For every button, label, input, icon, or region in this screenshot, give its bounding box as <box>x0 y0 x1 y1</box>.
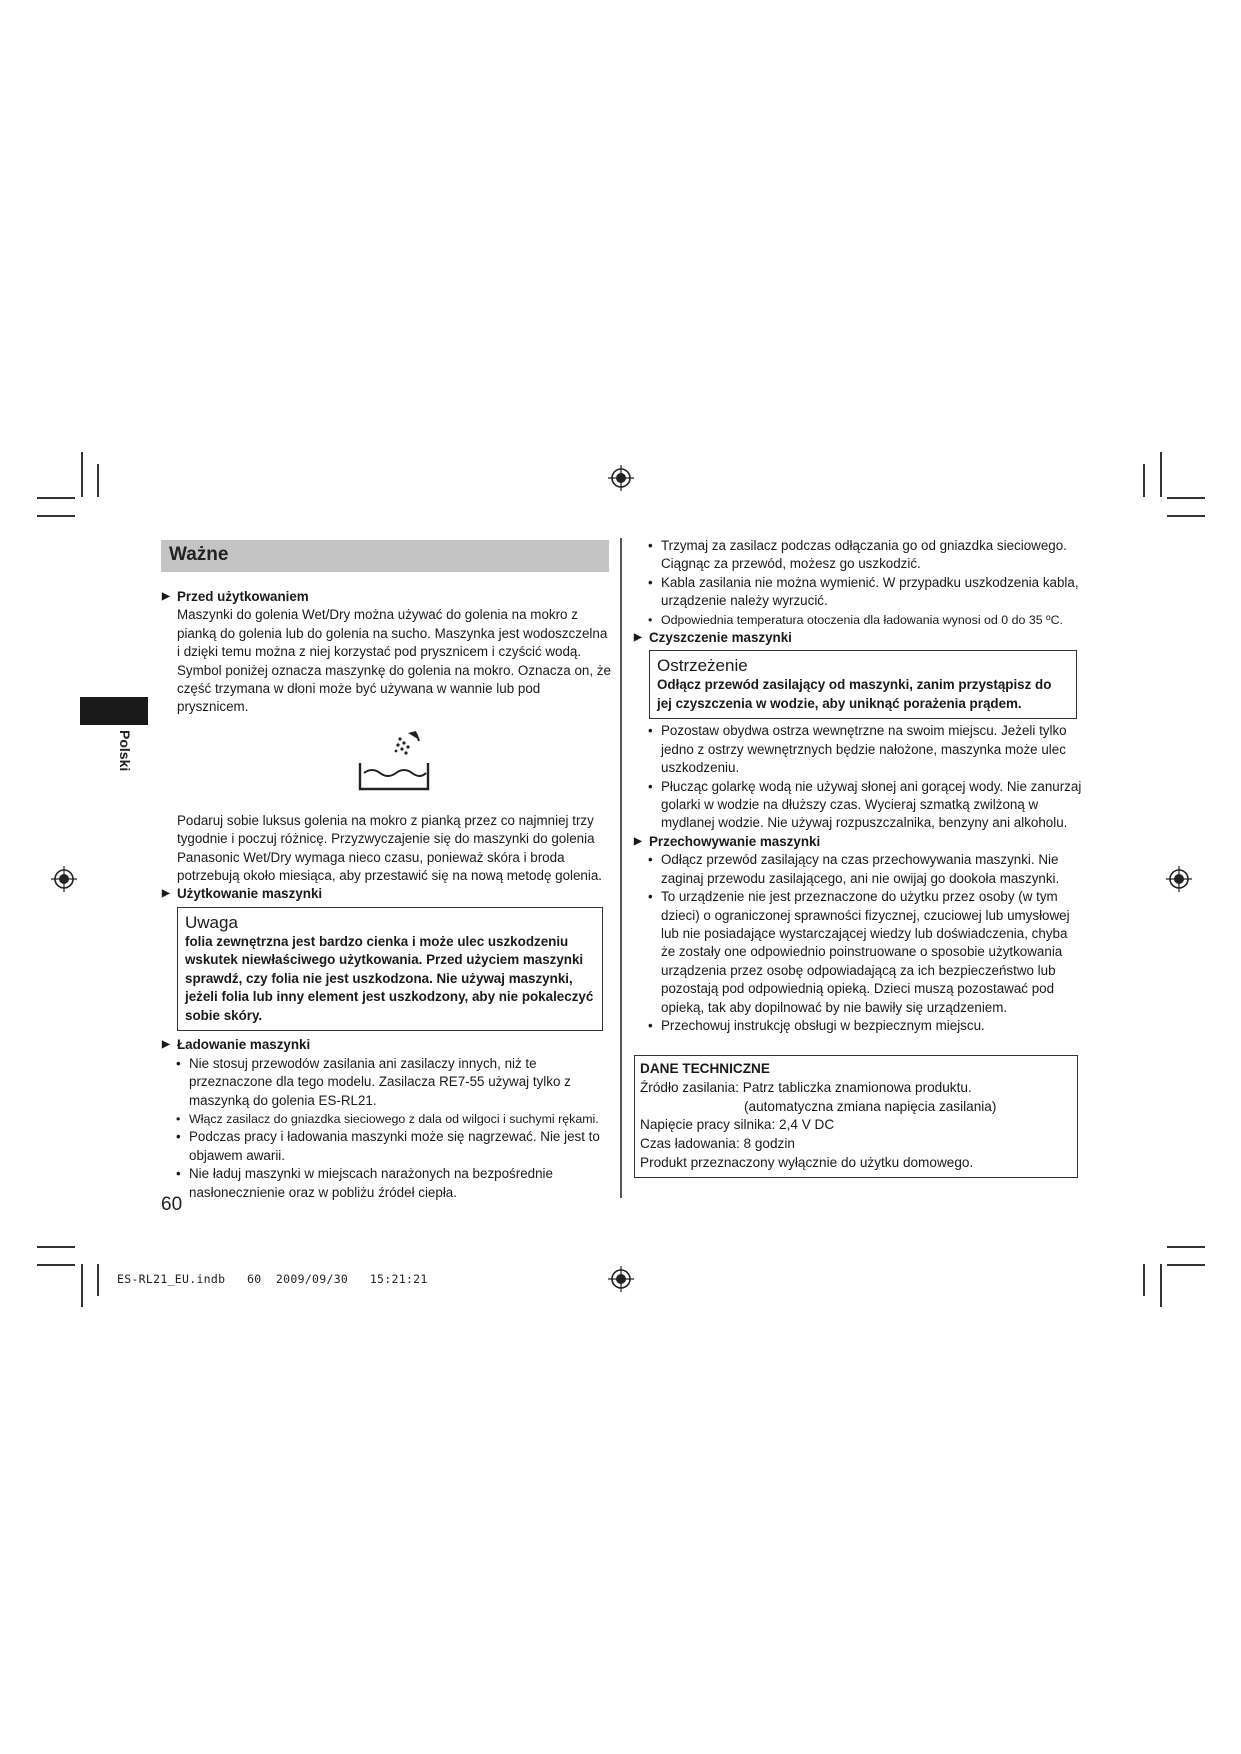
crop-mark <box>1160 452 1162 497</box>
caution-box <box>177 907 603 1032</box>
list-item: • To urządzenie nie jest przeznaczone do użytku przez osoby (w tym dzieci) o ograniczonej sprawności fizycznej, czuciowej lub umysłowej lub nie posiadające wystarczającej wiedzy lub doświadczenia, chyba że zostały one odpowiednio poinstruowane o sposobie użytkowania urządzenia przez osobę odpowiadającą za ich bezpieczeństwo lub pozostają pod odpowiednią opieką. Dzieci muszą pozostawać pod opieką, tak aby dopilnować by nie bawiły się urządzeniem. <box>648 888 1084 1017</box>
charging-heading: ▶ Ładowanie maszynki <box>162 1036 612 1054</box>
before-use-heading: ▶ Przed użytkowaniem <box>162 588 612 606</box>
specs-box <box>634 1055 1078 1177</box>
list-item: • Nie ładuj maszynki w miejscach narażonych na bezpośrednie nasłonecznienie oraz w pobliżu źródeł ciepła. <box>176 1165 612 1202</box>
registration-mark-icon <box>608 465 634 491</box>
crop-mark <box>1167 1246 1205 1248</box>
warning-box <box>649 650 1077 719</box>
wet-shaving-symbol <box>162 717 612 809</box>
usage-heading: ▶ Użytkowanie maszynki <box>162 885 612 903</box>
charging-list <box>162 1055 612 1202</box>
language-tab <box>80 697 148 725</box>
language-label: Polski <box>117 730 133 772</box>
bath-shower-icon <box>356 729 434 791</box>
crop-mark <box>1167 1264 1205 1266</box>
crop-mark <box>81 452 83 497</box>
cleaning-list <box>634 722 1084 832</box>
specs-household: Produkt przeznaczony wyłącznie do użytku domowego. <box>640 1154 974 1170</box>
section-header <box>161 540 609 572</box>
crop-mark <box>37 515 75 517</box>
before-use-text: Maszynki do golenia Wet/Dry można używać do golenia na mokro z pianką do golenia lub do golenia na sucho. Maszynka jest wodoszczelna i dzięki temu można z niej korzystać pod prysznicem i czyścić wodą. Symbol poniżej oznacza maszynkę do golenia na mokro. Oznacza on, że część trzymana w dłoni może być używana w wannie lub pod prysznicem. <box>177 607 611 715</box>
page-number: 60 <box>161 1194 183 1215</box>
caution-title: Uwaga <box>185 912 238 932</box>
specs-charging-time: Czas ładowania: 8 godzin <box>640 1136 795 1152</box>
registration-mark-icon <box>1166 866 1192 892</box>
crop-mark <box>1167 497 1205 499</box>
storage-heading: ▶ Przechowywanie maszynki <box>634 833 1084 851</box>
crop-mark <box>37 497 75 499</box>
caution-text: folia zewnętrzna jest bardzo cienka i może ulec uszkodzeniu wskutek niewłaściwego użytkowania. Przed użyciem maszynki sprawdź, czy folia nie jest uszkodzona. Nie używaj maszynki, jeżeli folia lub inny element jest uszkodzony, aby nie pokaleczyć sobie skóry. <box>185 933 594 1023</box>
crop-mark <box>1160 1264 1162 1307</box>
warning-title: Ostrzeżenie <box>657 656 748 676</box>
crop-mark <box>37 1246 75 1248</box>
adapter-list <box>634 537 1084 629</box>
luxury-text: Podaruj sobie luksus golenia na mokro z pianką przez co najmniej trzy tygodnie i poczuj różnicę. Przyzwyczajenie się do maszynki do golenia Panasonic Wet/Dry wymaga nieco czasu, ponieważ skóra i broda potrzebują około miesiąca, aby przestawić się na nową metodę golenia. <box>177 812 603 884</box>
list-item: • Przechowuj instrukcję obsługi w bezpiecznym miejscu. <box>648 1017 1084 1035</box>
crop-mark <box>37 1264 75 1266</box>
registration-mark-icon <box>608 1266 634 1292</box>
list-item: • Włącz zasilacz do gniazdka sieciowego z dala od wilgoci i suchymi rękami. <box>176 1110 612 1128</box>
list-item: • Kabla zasilania nie można wymienić. W przypadku uszkodzenia kabla, urządzenie należy wyrzucić. <box>648 574 1084 611</box>
cleaning-heading: ▶ Czyszczenie maszynki <box>634 629 1084 647</box>
right-column <box>634 537 1084 1178</box>
crop-mark <box>81 1264 83 1307</box>
list-item: • Płucząc golarkę wodą nie używaj słonej ani gorącej wody. Nie zanurzaj golarki w wodzie na dłuższy czas. Wycieraj szmatką zwilżoną w mydlanej wodzie. Nie używaj rozpuszczalnika, benzyny ani alkoholu. <box>648 778 1084 833</box>
crop-mark <box>1143 1264 1145 1296</box>
crop-mark <box>1167 515 1205 517</box>
specs-power-source-note: (automatyczna zmiana napięcia zasilania) <box>744 1098 997 1114</box>
warning-text: Odłącz przewód zasilający od maszynki, zanim przystąpisz do jej czyszczenia w wodzie, aby uniknąć porażenia prądem. <box>657 677 1052 711</box>
crop-mark <box>97 464 99 497</box>
left-column <box>162 588 612 1202</box>
column-divider <box>620 538 622 1198</box>
crop-mark <box>1143 464 1145 497</box>
specs-title: DANE TECHNICZNE <box>640 1061 770 1077</box>
storage-list <box>634 851 1084 1035</box>
list-item: • Nie stosuj przewodów zasilania ani zasilaczy innych, niż te przeznaczone dla tego modelu. Zasilacza RE7-55 używaj tylko z maszynką do golenia ES-RL21. <box>176 1055 612 1110</box>
list-item: • Pozostaw obydwa ostrza wewnętrzne na swoim miejscu. Jeżeli tylko jedno z ostrzy wewnętrznych będzie nałożone, maszynka może ulec uszkodzeniu. <box>648 722 1084 777</box>
list-item: • Podczas pracy i ładowania maszynki może się nagrzewać. Nie jest to objawem awarii. <box>176 1128 612 1165</box>
list-item: • Trzymaj za zasilacz podczas odłączania go od gniazdka sieciowego. Ciągnąc za przewód, możesz go uszkodzić. <box>648 537 1084 574</box>
specs-motor-voltage: Napięcie pracy silnika: 2,4 V DC <box>640 1117 835 1133</box>
list-item: • Odłącz przewód zasilający na czas przechowywania maszynki. Nie zaginaj przewodu zasilającego, ani nie owijaj go dookoła maszynki. <box>648 851 1084 888</box>
crop-mark <box>97 1264 99 1296</box>
list-item: • Odpowiednia temperatura otoczenia dla ładowania wynosi od 0 do 35 ºC. <box>648 611 1084 629</box>
print-imprint: ES-RL21_EU.indb 60 2009/09/30 15:21:21 <box>117 1272 428 1286</box>
section-title: Ważne <box>169 544 229 565</box>
specs-power-source: Źródło zasilania: Patrz tabliczka znamionowa produktu. <box>640 1080 972 1096</box>
registration-mark-icon <box>51 866 77 892</box>
